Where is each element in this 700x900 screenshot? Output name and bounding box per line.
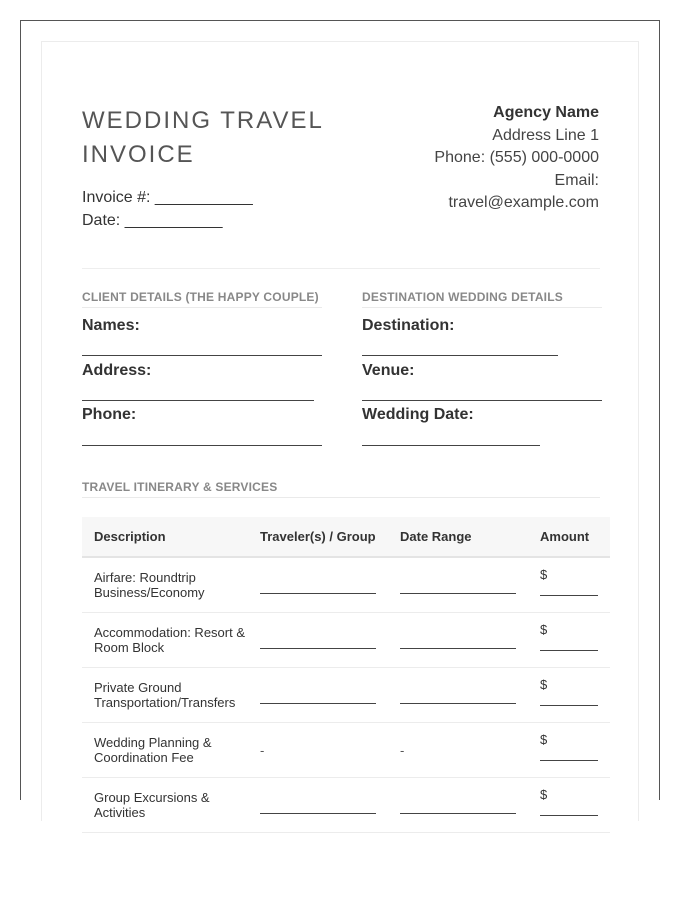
- amount-cell: [528, 778, 610, 833]
- agency-email-label: Email:: [554, 171, 599, 189]
- amount-blank: [540, 595, 598, 596]
- table-row: [82, 778, 610, 833]
- client-address-line: [82, 400, 314, 401]
- client-phone-label: Phone:: [82, 406, 137, 423]
- travelers-blank: [248, 778, 388, 833]
- row-description: Group Excursions & Activities: [82, 778, 248, 833]
- date-range-blank: [388, 668, 528, 723]
- travelers-blank: [248, 668, 388, 723]
- date-range-blank: [388, 613, 528, 668]
- agency-email: travel@example.com: [448, 194, 599, 211]
- header-divider: [82, 268, 600, 269]
- wedding-date-label: Wedding Date:: [362, 406, 474, 423]
- column-header-amount: Amount: [528, 517, 610, 557]
- row-description: Airfare: Roundtrip Business/Economy: [82, 557, 248, 613]
- table-row: [82, 723, 610, 778]
- currency-symbol: $: [540, 567, 548, 582]
- row-description: Private Ground Transportation/Transfers: [82, 668, 248, 723]
- currency-symbol: $: [540, 732, 548, 747]
- title-line-2: INVOICE: [82, 141, 195, 168]
- travelers-blank: [248, 613, 388, 668]
- amount-cell: [528, 613, 610, 668]
- currency-symbol: $: [540, 787, 548, 802]
- amount-blank: [540, 650, 598, 651]
- column-header-travelers: Traveler(s) / Group: [248, 517, 388, 557]
- invoice-title: [82, 104, 324, 172]
- itinerary-heading: TRAVEL ITINERARY & SERVICES: [82, 480, 600, 498]
- agency-info: [434, 102, 599, 215]
- client-phone-line: [82, 445, 322, 446]
- itinerary-header-row: [82, 517, 610, 557]
- wedding-date-line: [362, 445, 540, 446]
- client-names-line: [82, 355, 322, 356]
- destination-label: Destination:: [362, 317, 455, 334]
- date-range-value: -: [388, 723, 528, 778]
- table-row: [82, 613, 610, 668]
- travelers-blank: [248, 557, 388, 613]
- destination-line: [362, 355, 558, 356]
- table-row: [82, 668, 610, 723]
- client-address-label: Address:: [82, 362, 152, 379]
- amount-cell: [528, 723, 610, 778]
- invoice-date-field: Date: ___________: [82, 212, 223, 229]
- travelers-value: -: [248, 723, 388, 778]
- amount-cell: [528, 668, 610, 723]
- invoice-number-field: Invoice #: ___________: [82, 189, 253, 206]
- column-header-date-range: Date Range: [388, 517, 528, 557]
- venue-line: [362, 400, 602, 401]
- date-range-blank: [388, 778, 528, 833]
- row-description: Accommodation: Resort & Room Block: [82, 613, 248, 668]
- title-line-1: WEDDING TRAVEL: [82, 107, 324, 134]
- itinerary-table: [82, 517, 610, 833]
- document-frame: [20, 20, 660, 820]
- agency-name: Agency Name: [493, 104, 599, 121]
- venue-label: Venue:: [362, 362, 415, 379]
- client-names-label: Names:: [82, 317, 140, 334]
- date-range-blank: [388, 557, 528, 613]
- amount-cell: [528, 557, 610, 613]
- currency-symbol: $: [540, 622, 548, 637]
- invoice-page: [41, 41, 639, 821]
- amount-blank: [540, 760, 598, 761]
- currency-symbol: $: [540, 677, 548, 692]
- row-description: Wedding Planning & Coordination Fee: [82, 723, 248, 778]
- agency-address: Address Line 1: [492, 126, 599, 144]
- column-header-description: Description: [82, 517, 248, 557]
- amount-blank: [540, 705, 598, 706]
- amount-blank: [540, 815, 598, 816]
- invoice-meta: [82, 186, 253, 232]
- agency-phone: Phone: (555) 000-0000: [434, 149, 599, 166]
- destination-details-heading: DESTINATION WEDDING DETAILS: [362, 290, 602, 308]
- client-details-heading: CLIENT DETAILS (THE HAPPY COUPLE): [82, 290, 322, 308]
- table-row: [82, 557, 610, 613]
